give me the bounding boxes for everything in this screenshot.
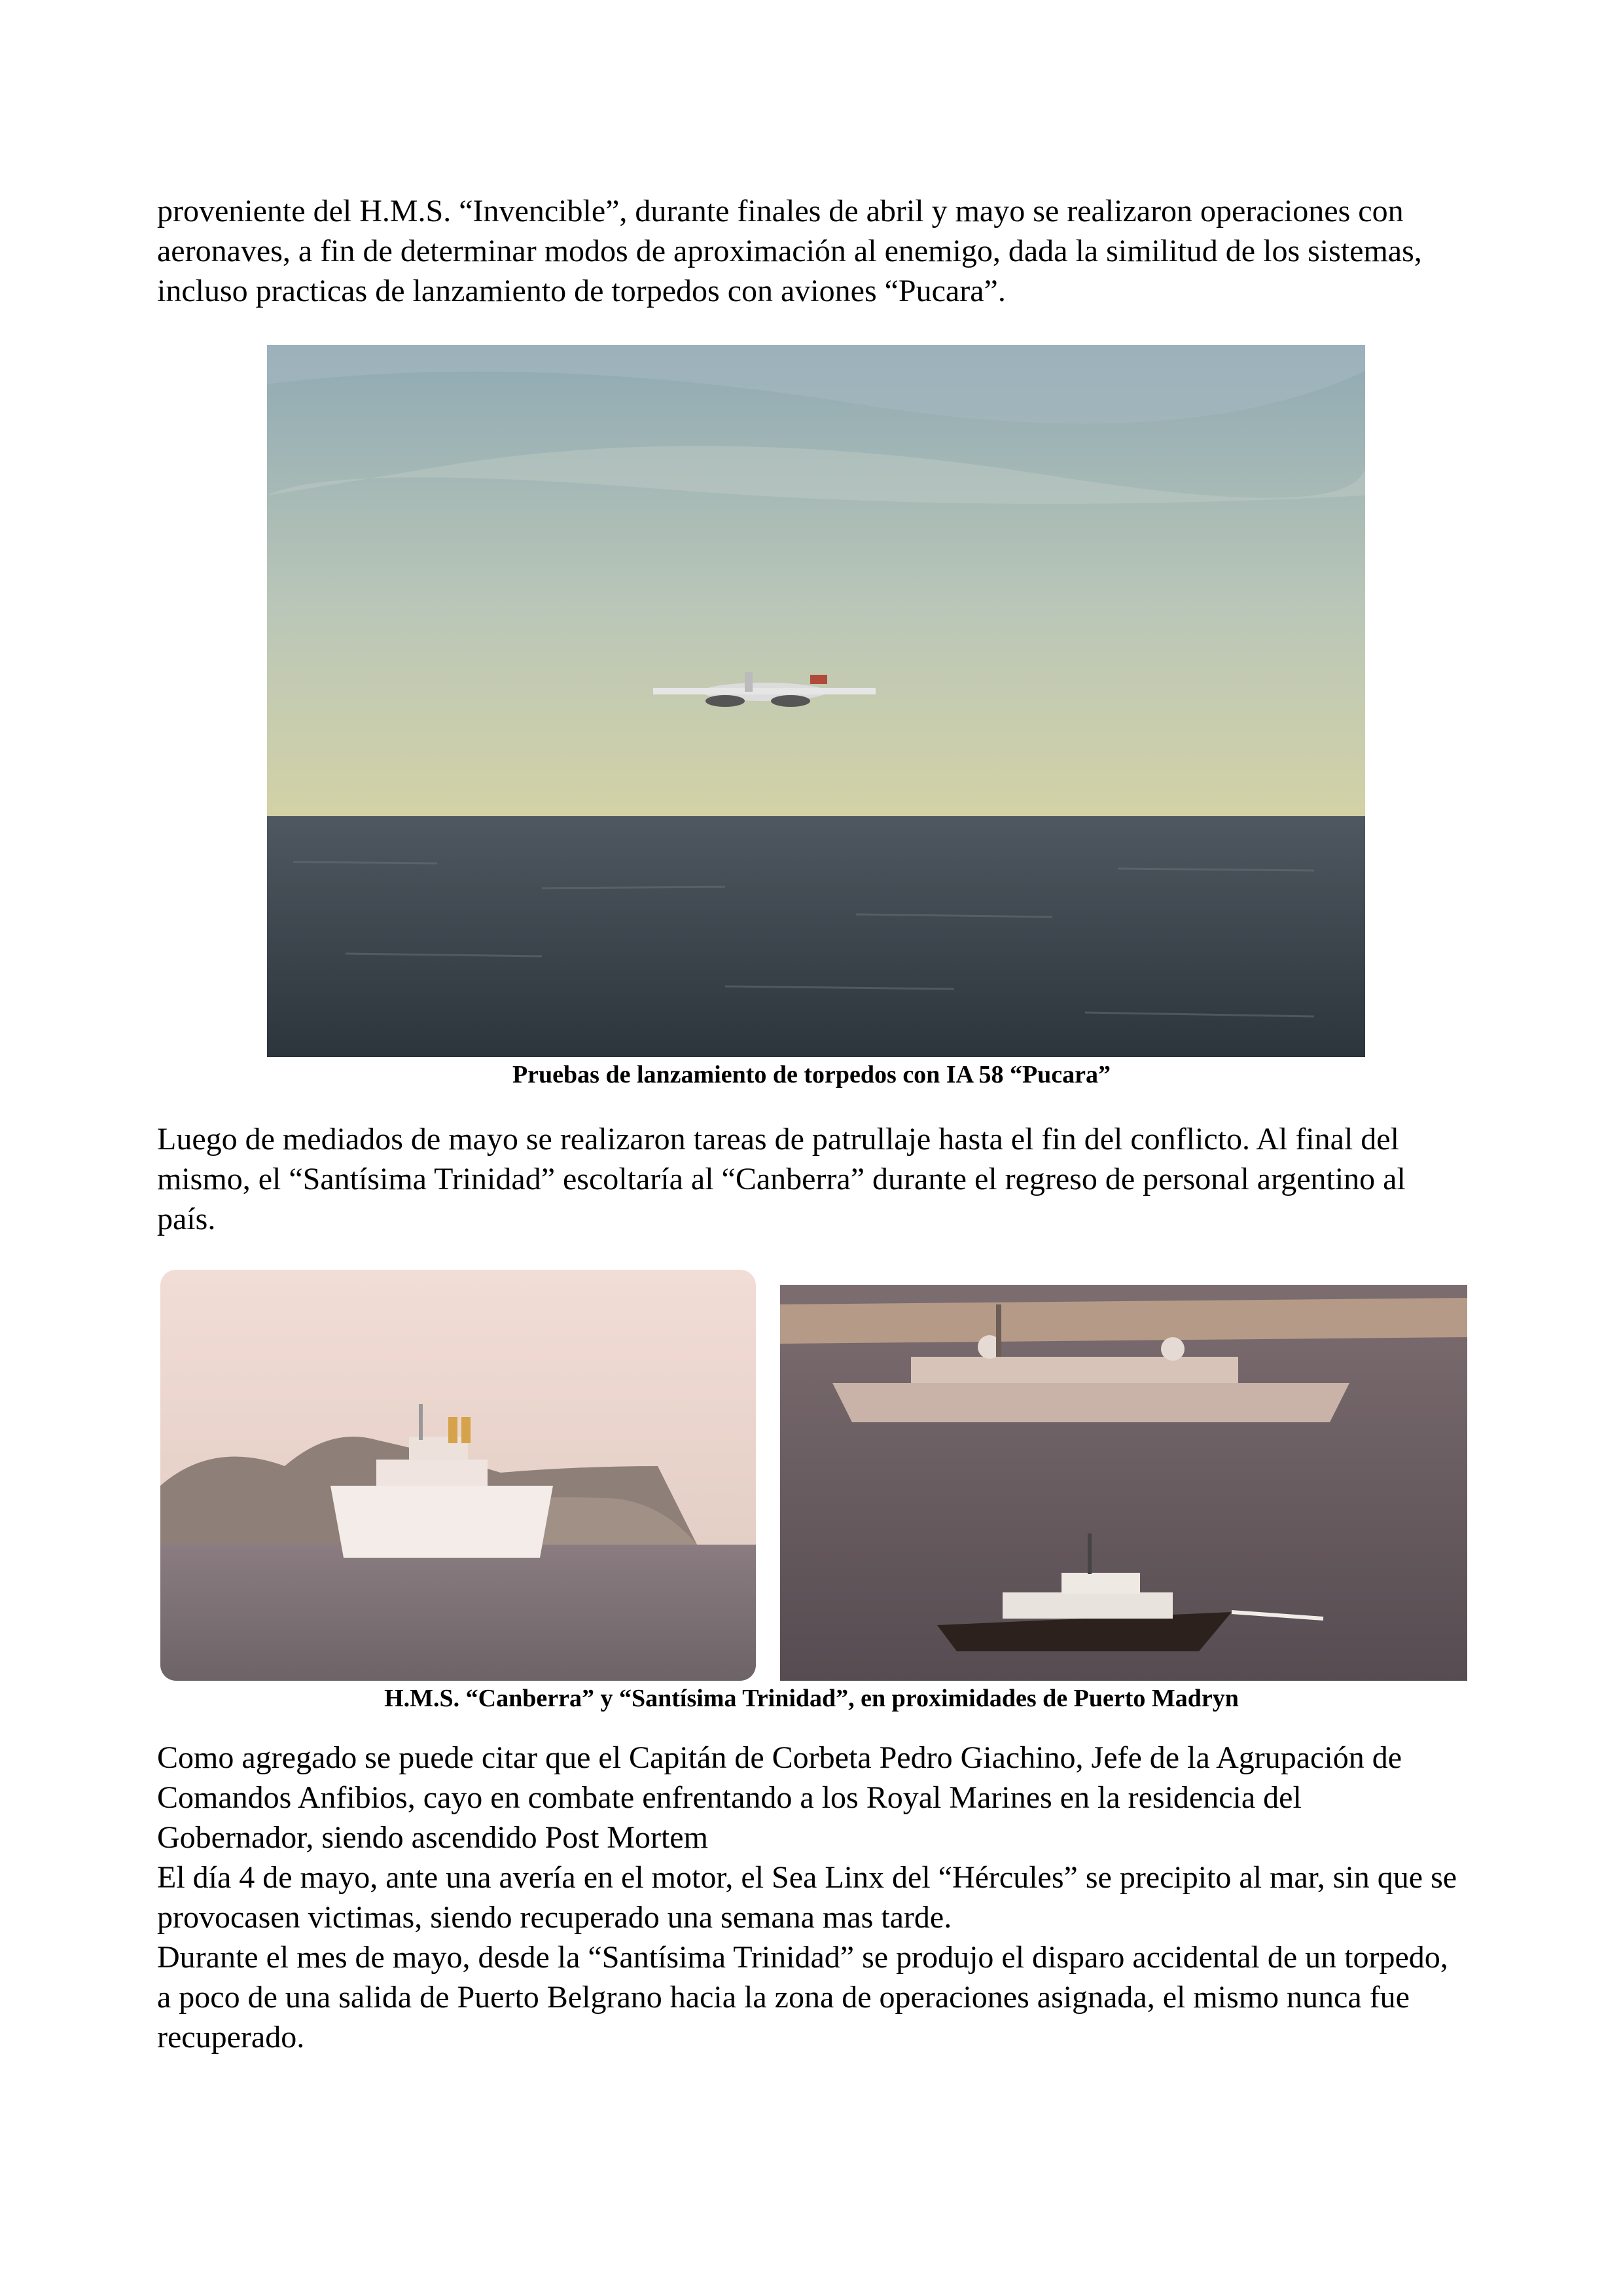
pucara-aircraft-photo <box>267 345 1365 1057</box>
caption-photo-1: Pruebas de lanzamiento de torpedos con IA 58 “Pucara” <box>512 1061 1111 1088</box>
paragraph-intro: proveniente del H.M.S. “Invencible”, durante finales de abril y mayo se realizaron operaciones con aeronaves, a fin de determinar modos de aproximación al enemigo, dada la similitud de los sistemas, incluso practicas de lanzamiento de torpedos con aviones “Pucara”. <box>157 194 1422 308</box>
paragraph-sea-linx: El día 4 de mayo, ante una avería en el motor, el Sea Linx del “Hércules” se precipito al mar, sin que se provocasen victimas, siendo recuperado una semana mas tarde. <box>157 1860 1457 1935</box>
caption-photo-2: H.M.S. “Canberra” y “Santísima Trinidad”, en proximidades de Puerto Madryn <box>384 1685 1239 1712</box>
paragraph-patrol: Luego de mediados de mayo se realizaron tareas de patrullaje hasta el fin del conflicto. Al final del mismo, el “Santísima Trinidad” escoltaría al “Canberra” durante el regreso de personal argentino al país. <box>157 1122 1406 1236</box>
canberra-ship-photo <box>160 1270 756 1681</box>
santisima-trinidad-photo <box>780 1285 1467 1681</box>
paragraph-torpedo: Durante el mes de mayo, desde la “Santísima Trinidad” se produjo el disparo accidental de un torpedo, a poco de una salida de Puerto Belgrano hacia la zona de operaciones asignada, el mismo nunca fue recuperado. <box>157 1940 1448 2054</box>
paragraph-giachino: Como agregado se puede citar que el Capitán de Corbeta Pedro Giachino, Jefe de la Agrupación de Comandos Anfibios, cayo en combate enfrentando a los Royal Marines en la residencia del Gobernador, siendo ascendido Post Mortem <box>157 1740 1402 1855</box>
